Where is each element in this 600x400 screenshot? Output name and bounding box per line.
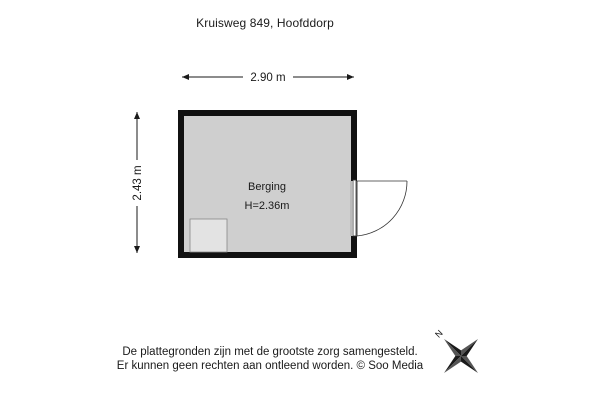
width-dimension — [182, 69, 354, 85]
room-height: H=2.36m — [244, 200, 290, 212]
door-leaf — [353, 180, 356, 236]
compass-north-label: N — [433, 328, 445, 340]
room-name: Berging — [248, 181, 286, 193]
depth-label: 2.43 m — [132, 165, 144, 201]
storage-fixture — [190, 219, 227, 252]
width-label: 2.90 m — [250, 72, 286, 84]
disclaimer-line-2: Er kunnen geen rechten aan ontleend worden. © Soo Media — [116, 360, 424, 372]
depth-dimension — [129, 112, 145, 253]
address-title: Kruisweg 849, Hoofddorp — [196, 16, 334, 30]
door-swing-arc — [357, 181, 407, 236]
disclaimer — [0, 345, 540, 373]
disclaimer-line-1: De plattegronden zijn met de grootste zorg samengesteld. — [122, 346, 418, 358]
